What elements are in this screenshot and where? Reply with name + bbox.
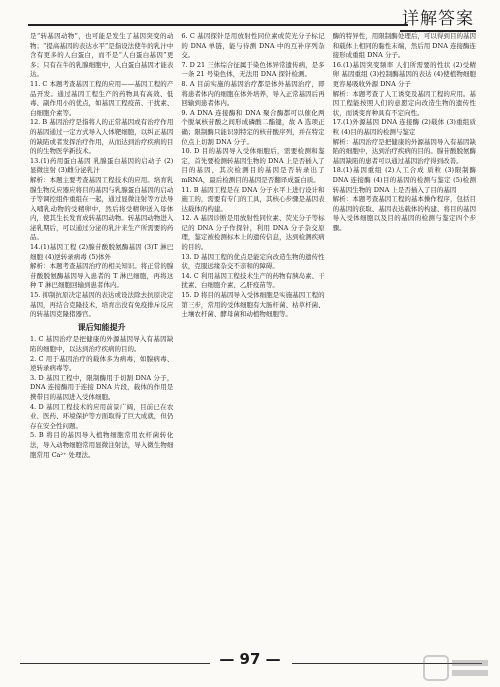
answer-item: 1. C 基因治疗是把健康的外源基因导入有基因缺陷的细胞中，以达到治疗疾病的目的。 (30, 335, 174, 353)
answer-item: 12. A 基因诊断是用放射性同位素、荧光分子等标记的 DNA 分子作探针，利用 DNA 分子杂交原理，鉴定被检测标本上的遗传信息，达到检测疾病的目的。 (181, 214, 325, 252)
answer-item: 13.(1)药用蛋白基因 乳腺蛋白基因的启动子 (2)显微注射 (3)雌分泌乳汁 (30, 156, 174, 175)
answer-item: 11. B 基因工程是在 DNA 分子水平上进行设计和施工的，需要有专门的工具，其核心步骤是基因表达载体的构建。 (181, 185, 325, 213)
answer-item: 5. B 将目的基因导入植物细胞常用农杆菌转化法，导入动物细胞常用显微注射法，导入微生物细胞常用 Ca²⁺ 处理法。 (30, 431, 174, 459)
answer-item: 解析：本题考查基因工程的基本操作程序，包括目的基因的获取、基因表达载体的构建、将目的基因导入受体细胞以及目的基因的检测与鉴定四个步骤。 (332, 195, 476, 232)
answer-item: 4. D 基因工程技术的应用前景广阔，目前已在农业、医药、环境保护等方面取得了巨大成就，但仍存在安全性问题。 (30, 402, 174, 430)
answer-item: 13. D 基因工程的优点是能定向改造生物的遗传性状，克服远缘杂交不亲和的障碍。 (181, 252, 325, 271)
answer-item: 是“转基因动物”，也可能是发生了基因突变的动物；“提高基因的表达水平”是指设法使牛的乳汁中含有更多的人白蛋白，而不是“人白蛋白基因”更多；只有在牛的乳腺细胞中，人白蛋白基因才能表达。 (30, 32, 174, 79)
answer-item: 解析：本题考查了人工诱变及基因工程的应用。基因工程能按照人们的意愿定向改造生物的遗传性状，而诱变育种具有不定向性。 (332, 89, 476, 117)
header-title: 详解答案 (400, 4, 476, 32)
column-right (333, 32, 476, 632)
header-rule (28, 24, 408, 26)
section-title: 课后知能提升 (77, 322, 126, 332)
answer-item: 9. A DNA 连接酶和 DNA 聚合酶都可以催化两个脱氧核苷酸之间形成磷酸二酯键，故 A 选项正确；限制酶只能识别特定的核苷酸序列，并在特定位点上切割 DNA 分子。 (181, 108, 325, 146)
answer-item: 18.(1)基因重组 (2)人工合成 质粒 (3)限制酶 DNA 连接酶 (4)目的基因的检测与鉴定 (5)检测转基因生物的 DNA 上是否插入了目的基因 (332, 166, 476, 194)
column-left (30, 32, 173, 632)
answer-item: 6. C 基因探针是用放射性同位素或荧光分子标记的 DNA 单链，能与待测 DNA 中的互补序列杂交。 (181, 32, 325, 60)
answer-item: 15. 抑制抗原决定基因的表达或设法除去抗原决定基因，再结合克隆技术，培育出没有免疫排斥反应的转基因克隆猪器官。 (30, 291, 174, 319)
page-number: — 97 — (219, 650, 281, 668)
answer-item: 14.(1)基因工程 (2)腺苷酸脱氨酶基因 (3)T 淋巴细胞 (4)逆转录病毒 (5)体外 (30, 243, 174, 261)
answer-item: 15. D 将目的基因导入受体细胞是实施基因工程的第三步，常用的受体细胞有大肠杆菌、枯草杆菌、土壤农杆菌、酵母菌和动植物细胞等。 (181, 291, 325, 319)
answer-item: 2. C 用于基因治疗的载体多为病毒，如腺病毒、逆转录病毒等。 (30, 354, 174, 373)
answer-item: 16.(1)基因突变频率 人们所需要的性状 (2)受精卵 基因重组 (3)控制酶基因的表达 (4)使植物细胞更容易吸收外源 DNA 分子 (332, 60, 476, 88)
answer-item: 7. D 21 三体综合征属于染色体异常遗传病，是多一条 21 号染色体，无法用 DNA 探针检测。 (181, 60, 325, 79)
answer-item: 10. D 目的基因导入受体细胞后，需要检测和鉴定，首先要检测转基因生物的 DNA 上是否插入了目的基因，其次检测目的基因是否转录出了 mRNA，最后检测目的基因是否翻译成蛋白质。 (181, 147, 325, 184)
answer-item: 解析：基因治疗是把健康的外源基因导入有基因缺陷的细胞中，达到治疗疾病的目的。腺苷酸脱氨酶基因缺陷的患者可以通过基因治疗得到改善。 (332, 137, 476, 165)
answer-item: 酶的特异性，用限制酶处理后，可以得到目的基因和载体上相同的黏性末端，然后用 DNA 连接酶连接形成重组 DNA 分子。 (332, 32, 476, 60)
watermark-stamp-icon (422, 652, 492, 684)
answer-item: 12. B 基因治疗是指将人的正常基因或有治疗作用的基因通过一定方式导入人体靶细胞，以纠正基因的缺陷或者发挥治疗作用，从而达到治疗疾病的目的的生物医学新技术。 (30, 118, 174, 156)
answer-columns (30, 32, 476, 632)
answer-item: 14. C 利用基因工程技术生产的药物有胰岛素、干扰素、白细胞介素、乙肝疫苗等。 (181, 271, 325, 290)
answer-item: 解析：本题主要考查基因工程技术的应用。培育乳腺生物反应器应将目的基因与乳腺蛋白基因的启动子等调控组件重组在一起，通过显微注射等方法导入哺乳动物的受精卵中，然后将受精卵送入母体内，使其生长发育成转基因动物。转基因动物进入泌乳期后，可以通过分泌的乳汁来生产所需要的药品。 (30, 175, 174, 242)
answer-item: 3. D 基因工程中，限制酶用于切割 DNA 分子，DNA 连接酶用于连接 DNA 片段，载体的作用是携带目的基因进入受体细胞。 (30, 373, 174, 401)
answer-item: 8. A 目前实施的基因治疗都是体外基因治疗，即将患者体内的细胞在体外培养，导入正常基因后再回输到患者体内。 (181, 79, 325, 108)
page-header (0, 0, 500, 32)
column-middle (181, 32, 324, 632)
answer-item: 17.(1)外源基因 DNA 连接酶 (2)载体 (3)重组质粒 (4)目的基因的检测与鉴定 (332, 118, 476, 136)
answer-item: 11. C 本题考查基因工程的应用——基因工程的产品开发。通过基因工程生产的药物具有高效、低毒、副作用小的优点，如基因工程疫苗、干扰素、白细胞介素等。 (30, 79, 174, 117)
answer-item: 解析：本题考查基因治疗的相关知识。将正常的腺苷酸脱氨酶基因导入患者的 T 淋巴细胞，再将这种 T 淋巴细胞回输到患者体内。 (30, 262, 174, 290)
